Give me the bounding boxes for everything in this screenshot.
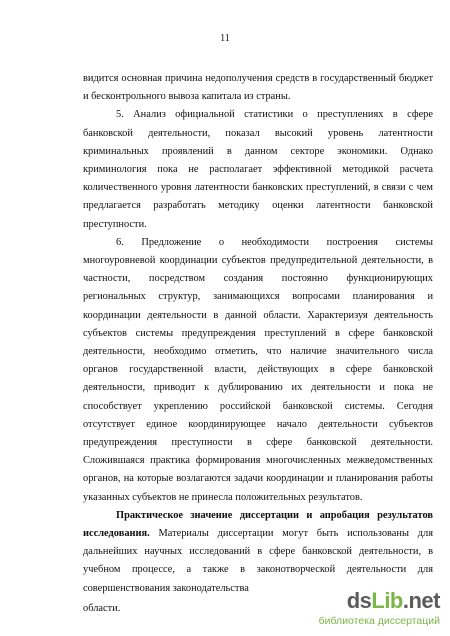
watermark — [294, 588, 444, 632]
body-text — [83, 70, 433, 618]
paragraph-3: 6. Предложение о необходимости построения системы многоуровневой координации субъектов предупредительной деятельности, в частности, посредством создания постоянно функционирующих региональных структур, занимающихся вопросами планирования и координации деятельности в данной области. Характеризуя деятельность субъектов системы предупреждения преступлений в сфере банковской деятельности, необходимо отметить, что наличие значительного числа органов государственной власти, действующих в сфере банковской деятельности, приводит к дублированию их деятельности и пока не способствует укреплению российской банковской системы. Сегодня отсутствует единое координирующее начало деятельности субъектов предупреждения преступности в сфере банковской деятельности. Сложившаяся практика формирования многочисленных межведомственных органов, на которые возлагаются задачи координации и планирования работы указанных субъектов не принесла положительных результатов. — [83, 236, 433, 503]
paragraph-5: области. — [83, 602, 121, 614]
watermark-logo: dsLib.net — [346, 588, 440, 613]
page-number: 11 — [220, 33, 230, 44]
paragraph-1: видится основная причина недополучения средств в государственный бюджет и бесконтрольного вывоза капитала из страны. — [83, 73, 433, 103]
paragraph-4 — [83, 507, 433, 598]
paragraph-4-text: Материалы диссертации могут быть использованы для дальнейших научных исследований в сфере банковской деятельности, в учебном процессе, а также в законотворческой деятельности для совершенствования законодательства — [83, 528, 433, 594]
paragraph-2: 5. Анализ официальной статистики о преступлениях в сфере банковской деятельности, показал высокий уровень латентности криминальных проявлений в данном секторе экономики. Однако криминология пока не располагает эффективной методикой расчета количественного уровня латентности банковских преступлений, в связи с чем предлагается разработать методику оценки латентности банковской преступности. — [83, 109, 433, 230]
section-heading: Практическое значение диссертации и апробация результатов исследования. — [83, 509, 433, 540]
watermark-subtitle: библиотека диссертаций — [318, 615, 440, 627]
